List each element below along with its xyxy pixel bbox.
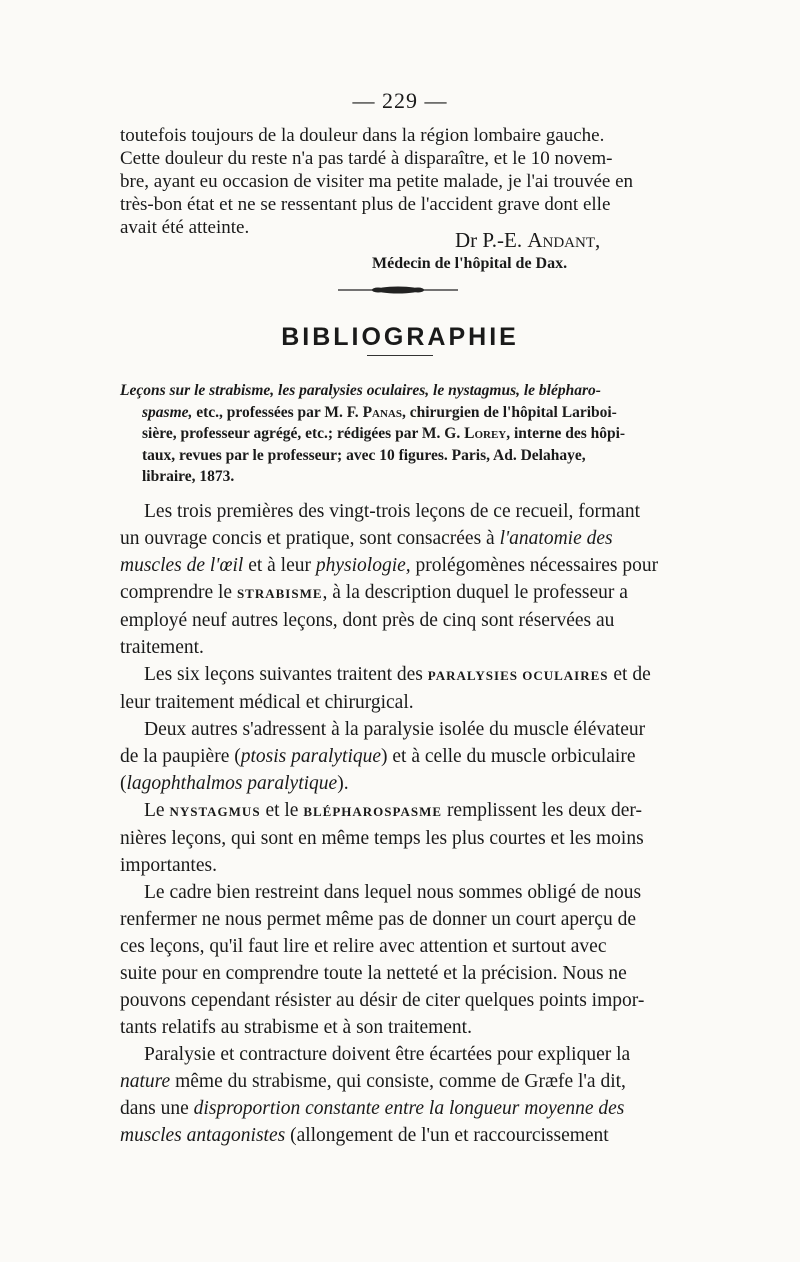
text-line: très-bon état et ne se ressentant plus de l'accident grave dont elle	[120, 194, 611, 215]
letter-closing-paragraph	[120, 124, 680, 239]
emphasis: muscles antagonistes	[120, 1125, 286, 1146]
text-fragment: Les six leçons suivantes traitent des	[144, 664, 428, 685]
keyword: BLÉPHAROSPASME	[303, 804, 443, 819]
text-fragment: , interne des hôpi-	[506, 425, 626, 442]
text-line: pouvons cependant résister au désir de citer quelques points impor-	[120, 990, 645, 1011]
emphasis: nature	[120, 1071, 171, 1092]
text-fragment: (	[120, 773, 127, 794]
editor-surname: Lorey	[464, 425, 507, 442]
bibliography-entry	[120, 380, 680, 488]
text-line: suite pour en comprendre toute la netteté et la précision. Nous ne	[120, 963, 627, 984]
author-name: Andant,	[527, 228, 601, 252]
book-title-cont: spasme,	[142, 403, 193, 421]
author-prefix: Dr P.-E.	[455, 228, 528, 252]
text-fragment: ).	[337, 773, 349, 794]
review-body	[120, 498, 680, 1149]
text-fragment: , à la description duquel le professeur a	[322, 582, 628, 603]
text-line: renfermer ne nous permet même pas de donner un court aperçu de	[120, 909, 636, 930]
text-fragment: (allongement de l'un et raccourcissement	[285, 1125, 609, 1146]
text-line: leur traitement médical et chirurgical.	[120, 692, 414, 713]
text-fragment: sière, professeur agrégé, etc.; rédigées par M. G.	[142, 425, 465, 442]
text-line: tants relatifs au strabisme et à son traitement.	[120, 1017, 472, 1038]
emphasis: ptosis paralytique	[240, 746, 382, 767]
text-line: avait été atteinte.	[120, 217, 250, 238]
text-fragment: même du strabisme, qui consiste, comme de Græfe l'a dit,	[170, 1071, 626, 1092]
emphasis: lagophthalmos paralytique	[126, 773, 338, 794]
text-line: nières leçons, qui sont en même temps les plus courtes et les moins	[120, 828, 644, 849]
emphasis: muscles de l'œil	[120, 555, 244, 576]
text-fragment: ) et à celle du muscle orbiculaire	[381, 746, 636, 767]
text-line: importantes.	[120, 855, 217, 876]
text-line: Les trois premières des vingt-trois leçons de ce recueil, formant	[144, 501, 640, 522]
page-number: — 229 —	[352, 88, 448, 113]
keyword: PARALYSIES OCULAIRES	[427, 668, 609, 683]
text-line: employé neuf autres leçons, dont près de cinq sont réservées au	[120, 610, 615, 631]
author-title: Médecin de l'hôpital de Dax.	[372, 255, 568, 272]
keyword: NYSTAGMUS	[169, 804, 261, 819]
text-fragment: et à leur	[243, 555, 316, 576]
author-signature	[455, 228, 600, 253]
heading-rule	[367, 355, 433, 356]
emphasis: disproportion constante entre la longueur moyenne des	[193, 1098, 625, 1119]
text-line: Cette douleur du reste n'a pas tardé à disparaître, et le 10 novem-	[120, 148, 613, 169]
text-line: bre, ayant eu occasion de visiter ma petite malade, je l'ai trouvée en	[120, 171, 634, 192]
text-fragment: dans une	[120, 1098, 194, 1119]
text-fragment: remplissent les deux der-	[442, 800, 643, 821]
book-title: Leçons sur le strabisme, les paralysies oculaires, le nystagmus, le blépharo-	[120, 382, 601, 399]
section-heading: BIBLIOGRAPHIE	[281, 323, 519, 351]
text-line: taux, revues par le professeur; avec 10 figures. Paris, Ad. Delahaye,	[142, 446, 586, 464]
author-surname: Panas	[362, 403, 402, 421]
text-fragment: et le	[260, 800, 304, 821]
text-fragment: et de	[608, 664, 651, 685]
text-fragment: Le	[144, 800, 170, 821]
text-line: Paralysie et contracture doivent être écartées pour expliquer la	[144, 1044, 631, 1065]
ornament-divider	[338, 284, 458, 296]
text-fragment: , chirurgien de l'hôpital Lariboi-	[401, 403, 617, 421]
text-fragment: prolégomènes nécessaires pour	[410, 555, 659, 576]
text-fragment: etc., professées par M. F.	[192, 403, 363, 421]
emphasis: physiologie,	[315, 555, 411, 576]
text-line: toutefois toujours de la douleur dans la région lombaire gauche.	[120, 125, 605, 146]
text-line: Deux autres s'adressent à la paralysie isolée du muscle élévateur	[144, 719, 646, 740]
text-line: Le cadre bien restreint dans lequel nous sommes obligé de nous	[144, 882, 642, 903]
emphasis: l'anatomie des	[499, 528, 613, 549]
text-line: libraire, 1873.	[142, 468, 235, 485]
text-fragment: de la paupière (	[120, 746, 241, 767]
text-line: ces leçons, qu'il faut lire et relire avec attention et surtout avec	[120, 936, 607, 957]
text-fragment: un ouvrage concis et pratique, sont consacrées à	[120, 528, 500, 549]
text-line: traitement.	[120, 637, 204, 658]
text-fragment: comprendre le	[120, 582, 237, 603]
keyword: STRABISME	[236, 586, 323, 601]
